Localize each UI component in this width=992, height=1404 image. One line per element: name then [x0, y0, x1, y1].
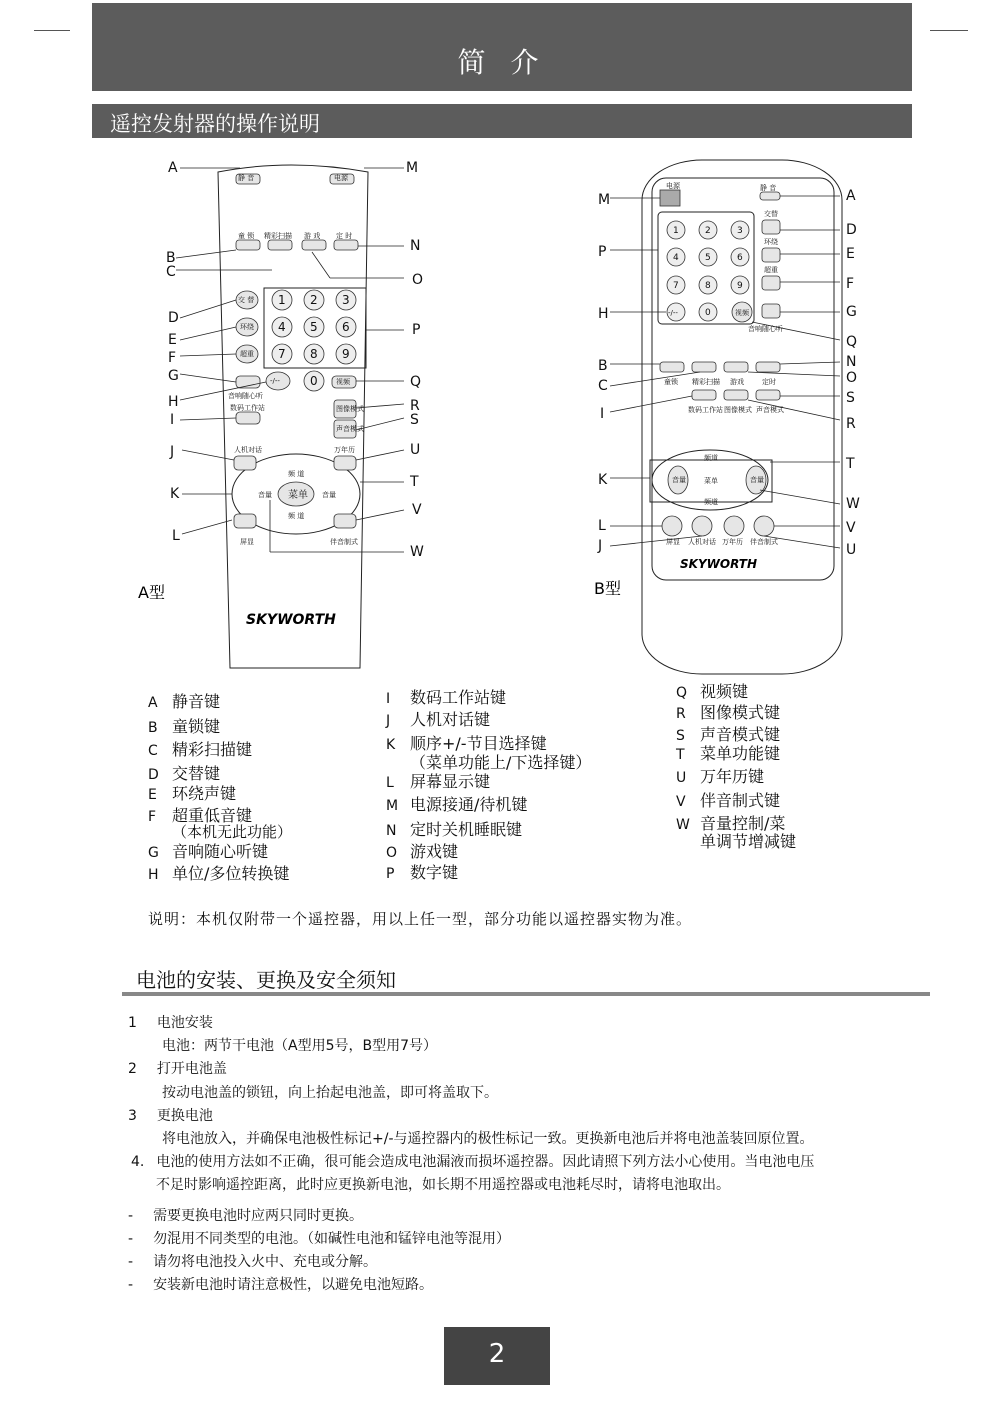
a-digit-4: 4: [278, 320, 286, 334]
callout-b-L: L: [598, 518, 606, 534]
a-dash-label: -/--: [270, 377, 280, 385]
b-menu-label: 菜单: [704, 477, 718, 485]
callout-a-D: D: [168, 310, 179, 326]
key-list-item: S 声音模式键: [676, 725, 781, 744]
key-list-item: O 游戏键: [386, 842, 459, 861]
a-digit-5: 5: [310, 320, 318, 334]
callout-b-U: U: [846, 542, 857, 558]
b-video-label: 视频: [735, 309, 749, 317]
key-list-item: 单调节增减键: [700, 832, 797, 851]
callout-a-V: V: [412, 502, 422, 518]
a-digit-1: 1: [278, 293, 286, 307]
b-sound-free-label: 音响随心听: [748, 325, 783, 333]
callout-a-B: B: [166, 250, 176, 266]
callout-b-A: A: [846, 188, 856, 204]
battery-bullet: - 需要更换电池时应两只同时更换。: [128, 1208, 364, 1224]
callout-b-W: W: [846, 496, 860, 512]
key-list-item: M 电源接通/待机键: [386, 795, 528, 814]
b-power-label: 电源: [666, 182, 680, 190]
b-channel-down-label: 频道: [704, 498, 718, 506]
callout-a-R: R: [410, 398, 420, 414]
remote-b-type-label: B型: [594, 579, 621, 598]
a-video-label: 视频: [336, 378, 350, 386]
key-list-item: E 环绕声键: [148, 784, 237, 803]
page-number: 2: [488, 1339, 506, 1369]
b-bass-label: 超重: [764, 266, 778, 274]
key-list-item: G 音响随心听键: [148, 842, 269, 861]
b-vol-right-label: 音量: [750, 476, 764, 484]
callout-b-I: I: [600, 406, 605, 422]
callout-b-S: S: [846, 390, 855, 406]
key-list-item: B 童锁键: [148, 717, 221, 736]
remote-a-type-label: A型: [138, 583, 165, 602]
a-display-label: 屏显: [240, 538, 254, 546]
callout-b-N: N: [846, 354, 857, 370]
remote-a-brand-logo: SKYWORTH: [246, 612, 336, 628]
callout-b-T: T: [846, 456, 855, 472]
a-digit-8: 8: [310, 347, 318, 361]
a-scan-label: 精彩扫描: [264, 232, 292, 240]
b-digit-5: 5: [705, 253, 711, 263]
key-list-item: I 数码工作站键: [386, 688, 507, 707]
battery-item-1-body: 电池：两节干电池（A型用5号，B型用7号）: [162, 1038, 437, 1054]
key-list-item: H 单位/多位转换键: [148, 864, 290, 883]
b-scan-label: 精彩扫描: [692, 378, 720, 386]
section-title: 遥控发射器的操作说明: [110, 112, 320, 136]
callout-a-C: C: [166, 264, 176, 280]
key-list-item: （菜单功能上/下选择键）: [410, 753, 592, 772]
b-karaoke-label: 伴音制式: [750, 538, 778, 546]
a-digit-7: 7: [278, 347, 286, 361]
b-dash-label: -/--: [668, 309, 678, 317]
callout-a-H: H: [168, 394, 179, 410]
b-digit-2: 2: [705, 226, 711, 236]
battery-item-3-body: 将电池放入，并确保电池极性标记+/-与遥控器内的极性标记一致。更换新电池后并将电池盖装回原位置。: [162, 1131, 814, 1147]
a-vol-left-label: 音量: [258, 491, 272, 499]
a-digit-9: 9: [342, 347, 350, 361]
note-text: 说明：本机仅附带一个遥控器，用以上任一型，部分功能以遥控器实物为准。: [148, 910, 693, 928]
section-heading-battery: 电池的安装、更换及安全须知: [136, 968, 396, 992]
a-power-label: 电源: [334, 174, 348, 182]
page-number-box: [444, 1327, 550, 1385]
a-calendar-label: 万年历: [334, 446, 355, 454]
b-lock-label: 童锁: [664, 378, 678, 386]
key-list-item: F 超重低音键: [148, 806, 253, 825]
a-channel-down-label: 频 道: [288, 512, 305, 520]
b-digit-7: 7: [673, 281, 679, 291]
battery-item-2-body: 按动电池盖的锁钮，向上抬起电池盖，即可将盖取下。: [162, 1085, 498, 1101]
callout-b-E: E: [846, 246, 855, 262]
remote-b-brand-logo: SKYWORTH: [680, 557, 757, 571]
key-list-item: （本机无此功能）: [172, 823, 293, 841]
b-dialog-label: 人机对话: [688, 538, 716, 546]
a-sound-mode-label: 声音模式: [336, 425, 364, 433]
a-swap-label: 交 替: [238, 296, 255, 304]
callout-b-J: J: [598, 538, 603, 554]
b-timer-label: 定时: [762, 378, 776, 386]
a-bass-label: 超重: [240, 350, 254, 358]
b-digit-9: 9: [737, 281, 743, 291]
a-vol-right-label: 音量: [322, 491, 336, 499]
callout-b-P: P: [598, 244, 607, 260]
callout-b-M: M: [598, 192, 611, 208]
callout-a-A: A: [168, 160, 178, 176]
page-title: 简 介: [457, 46, 547, 79]
battery-item-4-body: 不足时影响遥控距离，此时应更换新电池，如长期不用遥控器或电池耗尽时，请将电池取出。: [156, 1177, 730, 1193]
key-list-item: J 人机对话键: [386, 710, 491, 729]
b-game-label: 游戏: [730, 378, 744, 386]
b-mute-label: 静 音: [760, 184, 777, 192]
key-list-item: Q 视频键: [676, 682, 749, 701]
key-list-item: N 定时关机睡眠键: [386, 820, 523, 839]
a-picture-mode-label: 图像模式: [336, 405, 364, 413]
callout-a-G: G: [168, 368, 179, 384]
key-list-item: C 精彩扫描键: [148, 740, 253, 759]
callout-a-W: W: [410, 544, 424, 560]
b-picture-mode-label: 图像模式: [724, 406, 752, 414]
callout-b-K: K: [598, 472, 608, 488]
callout-b-V: V: [846, 520, 856, 536]
callout-b-B: B: [598, 358, 608, 374]
key-list-item: L 屏幕显示键: [386, 772, 491, 791]
b-calendar-label: 万年历: [722, 538, 743, 546]
battery-item-3: 3 更换电池: [128, 1108, 213, 1124]
battery-bullet: - 请勿将电池投入火中、充电或分解。: [128, 1254, 378, 1270]
callout-a-T: T: [410, 474, 419, 490]
callout-b-F: F: [846, 276, 855, 292]
b-channel-up-label: 频道: [704, 454, 718, 462]
a-digit-2: 2: [310, 293, 318, 307]
b-swap-label: 交替: [764, 210, 778, 218]
key-list-item: P 数字键: [386, 863, 459, 882]
callout-a-J: J: [170, 444, 175, 460]
key-list-item: W 音量控制/菜: [676, 814, 786, 833]
callout-b-Q: Q: [846, 334, 858, 350]
battery-item-2: 2 打开电池盖: [128, 1061, 227, 1077]
key-list-item: T 菜单功能键: [676, 744, 781, 763]
battery-item-4: 4. 电池的使用方法如不正确，很可能会造成电池漏液而损坏遥控器。因此请照下列方法小心使用。当电池电压: [131, 1154, 815, 1170]
a-digit-6: 6: [342, 320, 350, 334]
callout-b-O: O: [846, 370, 858, 386]
callout-a-S: S: [410, 412, 419, 428]
callout-a-O: O: [412, 272, 424, 288]
b-digit-8: 8: [705, 281, 711, 291]
callout-a-Q: Q: [410, 374, 422, 390]
b-digital-station-label: 数码工作站: [688, 406, 723, 414]
key-list-item: V 伴音制式键: [676, 791, 781, 810]
callout-a-E: E: [168, 332, 177, 348]
b-display-label: 屏显: [666, 538, 680, 546]
a-digit-3: 3: [342, 293, 350, 307]
a-mute-label: 静 音: [238, 174, 255, 182]
callout-b-C: C: [598, 378, 608, 394]
battery-bullet: - 安装新电池时请注意极性，以避免电池短路。: [128, 1277, 434, 1293]
b-surround-label: 环绕: [764, 238, 778, 246]
callout-b-R: R: [846, 416, 856, 432]
b-sound-mode-label: 声音模式: [756, 406, 784, 414]
section-divider: [122, 992, 930, 996]
a-dialog-label: 人机对话: [234, 446, 262, 454]
b-digit-0: 0: [705, 308, 711, 318]
callout-b-H: H: [598, 306, 609, 322]
a-digit-0: 0: [310, 374, 318, 388]
a-timer-label: 定 时: [336, 232, 353, 240]
key-list-item: A 静音键: [148, 692, 221, 711]
a-sound-free-label: 音响随心听: [228, 392, 263, 400]
battery-item-1: 1 电池安装: [128, 1015, 213, 1031]
key-list-item: U 万年历键: [676, 767, 765, 786]
callout-a-I: I: [170, 412, 175, 428]
a-digital-station-label: 数码工作站: [230, 404, 265, 412]
b-digit-3: 3: [737, 226, 743, 236]
a-menu-label: 菜单: [288, 490, 308, 501]
key-list-item: K 顺序+/-节目选择键: [386, 734, 547, 753]
callout-a-L: L: [172, 528, 180, 544]
key-list-item: D 交替键: [148, 764, 221, 783]
callout-a-M: M: [406, 160, 419, 176]
a-surround-label: 环绕: [240, 323, 254, 331]
b-vol-left-label: 音量: [672, 476, 686, 484]
a-lock-label: 童 锁: [238, 232, 255, 240]
callout-a-U: U: [410, 442, 421, 458]
a-game-label: 游 戏: [304, 232, 321, 240]
a-karaoke-label: 伴音制式: [330, 538, 358, 546]
key-list-item: R 图像模式键: [676, 703, 781, 722]
callout-b-D: D: [846, 222, 857, 238]
a-channel-up-label: 频 道: [288, 470, 305, 478]
callout-a-N: N: [410, 238, 421, 254]
callout-a-P: P: [412, 322, 421, 338]
remote-diagrams: [0, 0, 992, 700]
b-digit-1: 1: [673, 226, 679, 236]
battery-bullet: - 勿混用不同类型的电池。（如碱性电池和锰锌电池等混用）: [128, 1231, 511, 1247]
callout-b-G: G: [846, 304, 857, 320]
callout-a-F: F: [168, 350, 177, 366]
b-digit-4: 4: [673, 253, 679, 263]
callout-a-K: K: [170, 486, 180, 502]
b-digit-6: 6: [737, 253, 743, 263]
